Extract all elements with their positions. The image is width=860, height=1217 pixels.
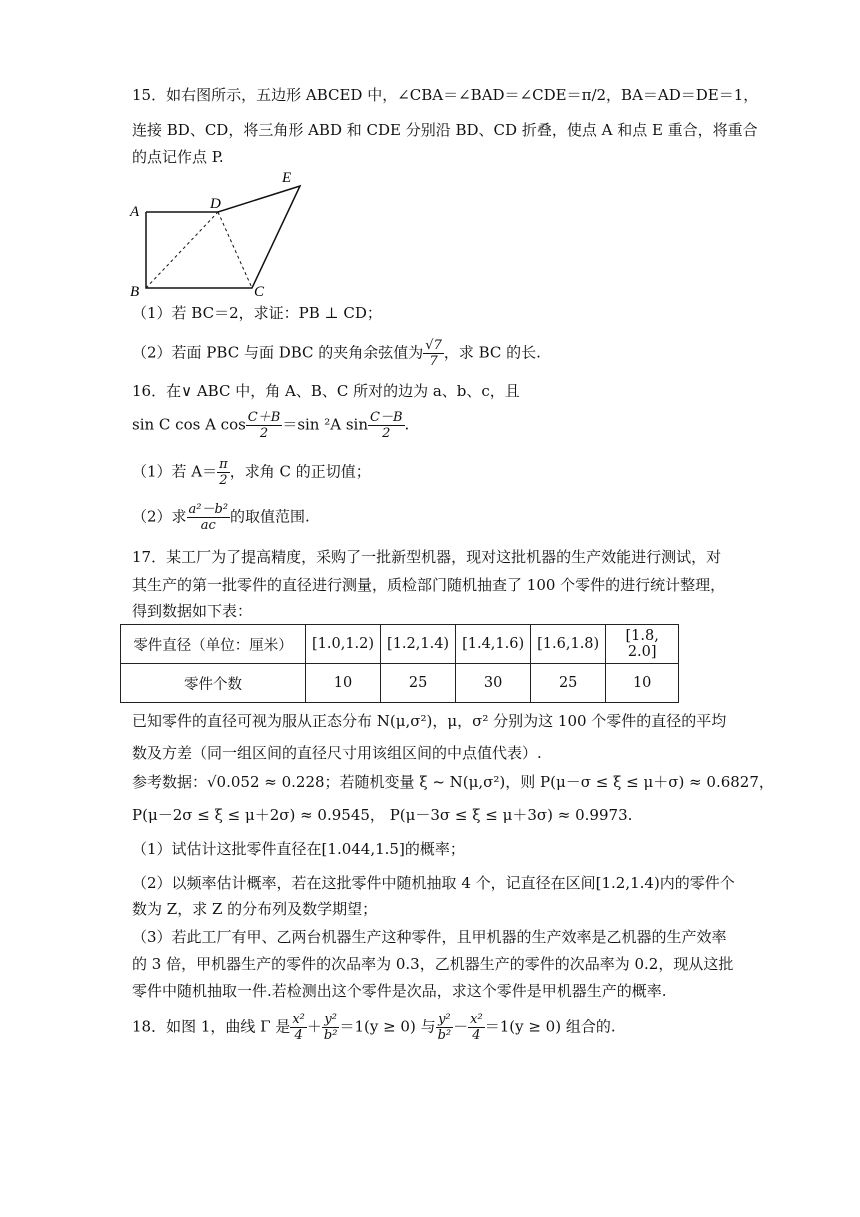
table-row-label: 零件个数 [121, 664, 306, 703]
q15-line-1: 15．如右图所示，五边形 ABCED 中，∠CBA＝∠BAD＝∠CDE＝π/2，BA＝AD＝DE＝1， [132, 86, 759, 104]
q17-part-3c: 零件中随机抽取一件.若检测出这个零件是次品，求这个零件是甲机器生产的概率. [132, 982, 667, 1000]
q15-line-2: 连接 BD、CD，将三角形 ABD 和 CDE 分别沿 BD、CD 折叠，使点 A 和点 E 重合，将重合 [132, 121, 758, 139]
q17-part-3a: （3）若此工厂有甲、乙两台机器生产这种零件，且甲机器的生产效率是乙机器的生产效率 [132, 928, 727, 946]
q17-line-2: 其生产的第一批零件的直径进行测量，质检部门随机抽查了 100 个零件的进行统计整理， [132, 576, 726, 594]
label-e: E [282, 170, 292, 186]
q15-part-2: （2）若面 PBC 与面 DBC 的夹角余弦值为 $\frac{√7}{7}$ ，求 BC 的长. [132, 338, 541, 369]
table-cell: 10 [606, 664, 679, 703]
q16-part-1: （1）若 A＝ $\frac{\pi}{2}$ ，求角 C 的正切值； [132, 457, 371, 488]
table-cell: 30 [456, 664, 531, 703]
label-b: B [130, 284, 140, 296]
q16-line-1: 16．在∨ ABC 中，角 A、B、C 所对的边为 a、b、c，且 [132, 382, 520, 400]
table-cell: 25 [381, 664, 456, 703]
label-a: A [130, 204, 140, 220]
q17-line-6: 参考数据：√0.052 ≈ 0.228；若随机变量 ξ ~ N(μ,σ²)，则 P(μ－σ ≤ ξ ≤ μ＋σ) ≈ 0.6827， [132, 773, 774, 791]
table-header-cell: [1.4,1.6) [456, 625, 531, 664]
q17-line-4: 已知零件的直径可视为服从正态分布 N(μ,σ²)，μ，σ² 分别为这 100 个零件的直径的平均 [132, 712, 727, 730]
q17-line-5: 数及方差（同一组区间的直径尺寸用该组区间的中点值代表）. [132, 744, 542, 762]
table-row [121, 664, 679, 703]
table-cell: 25 [531, 664, 606, 703]
q17-line-3: 得到数据如下表： [132, 602, 253, 620]
label-d: D [210, 196, 221, 212]
q17-line-1: 17．某工厂为了提高精度，采购了一批新型机器，现对这批机器的生产效能进行测试，对 [132, 548, 722, 566]
q17-part-2a: （2）以频率估计概率，若在这批零件中随机抽取 4 个，记直径在区间[1.2,1.4)内的零件个 [132, 874, 735, 892]
q15-line-3: 的点记作点 P. [132, 148, 224, 166]
pentagon-figure [128, 168, 308, 296]
table-cell: 10 [306, 664, 381, 703]
table-header-cell: [1.0,1.2) [306, 625, 381, 664]
pentagon-outline [146, 186, 300, 288]
table-header-cell: [1.2,1.4) [381, 625, 456, 664]
dashed-line-bd [146, 212, 218, 288]
table-header-cell: [1.8, 2.0] [606, 625, 679, 664]
q17-part-1: （1）试估计这批零件直径在[1.044,1.5]的概率； [132, 840, 465, 858]
table-header-label: 零件直径（单位：厘米） [121, 625, 306, 664]
q18-line-1: 18．如图 1，曲线 Γ 是 $\frac{\text{x²}}{4}$ ＋ $\frac{\text{y²}}{\text{b²}}$ ＝1(y ≥ 0) 与 $\frac{\text{y²}}{\text{b²}}$ － $\frac{\text{x²}}{4}$ ＝1(y ≥ 0) 组合的. [132, 1012, 616, 1043]
q16-part-2: （2）求 $\frac{\text{a²－b²}}{ac}$ 的取值范围. [132, 502, 310, 533]
q17-part-3b: 的 3 倍，甲机器生产的零件的次品率为 0.3，乙机器生产的零件的次品率为 0.2，现从这批 [132, 955, 734, 973]
label-c: C [254, 284, 265, 296]
table-row [121, 625, 679, 664]
q15-part-1: （1）若 BC＝2，求证：PB ⊥ CD； [132, 304, 382, 322]
table-header-cell: [1.6,1.8) [531, 625, 606, 664]
dashed-line-cd [218, 212, 252, 288]
q17-line-7: P(μ－2σ ≤ ξ ≤ μ＋2σ) ≈ 0.9545， P(μ－3σ ≤ ξ ≤ μ＋3σ) ≈ 0.9973. [132, 806, 633, 824]
q16-equation: sin C cos A cos $\frac{C+B}{2}$ ＝sin ²A sin $\frac{C-B}{2}$ . [132, 410, 410, 441]
diameter-table [120, 624, 679, 703]
q17-part-2b: 数为 Z，求 Z 的分布列及数学期望； [132, 900, 378, 918]
